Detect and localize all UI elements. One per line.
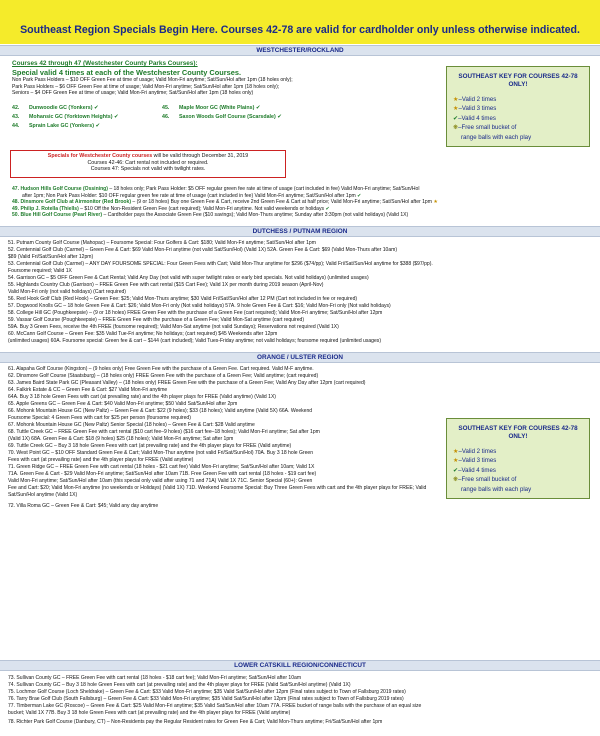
listing-51: 51. Putnam County Golf Course (Mahopac) – Foursome Special: Four Golfers & Cart: $180; Valid Mon-Fri anytime; Sat/Sun/Hol after 1pm xyxy=(8,240,316,246)
listing-74: 74. Sullivan County GC – Buy 3 18 hole Green Fees with cart (at prevailing rate) and the 4th player plays for FREE (Valid Sat/Sun/Hol anytime) (Valid 1X) xyxy=(8,682,351,688)
listing-77-cont: bucket; Valid 1X 77B. Buy 3 18 hole Green Fees with cart (at prevailing rate) and the 4th player plays for FREE (Valid anytime) xyxy=(8,710,291,716)
key-title: SOUTHEAST KEY FOR COURSES 42-78 ONLY! xyxy=(458,73,578,88)
region-header-dutchess: DUTCHESS / PUTNAM REGION xyxy=(0,226,600,237)
key-title: SOUTHEAST KEY FOR COURSES 42-78 ONLY! xyxy=(458,425,578,440)
listing-48: 48. Dinsmore Golf Club at Airmonitor (Red Brook) – (9 or 18 holes) Buy one Green Fee & Cart, receive 2nd Green Fee & Cart at half price; Valid Mon-Fri anytime; Sat/Sun/Hol after 1pm ★ xyxy=(12,199,438,205)
course-item: 44. Sprain Lake GC (Yonkers) ✔ xyxy=(12,123,100,129)
check-icon: ✔ xyxy=(277,114,282,120)
check-icon: ✔ xyxy=(453,466,459,474)
listing-47: 47. Hudson Hills Golf Course (Ossining) – 18 holes only; Park Pass Holder: $5 OFF regular green fee rate at time of usage (cart included in fee) Valid Mon-Fri anytime; Sat/Sun/Hol xyxy=(12,186,420,192)
star-icon: ★ xyxy=(453,96,459,103)
check-icon: ✔ xyxy=(325,205,330,212)
key-item-bucket: ❋–Free small bucket of xyxy=(453,124,517,132)
listing-53-cont: Foursome required; Valid 1X xyxy=(8,268,72,274)
range-ball-icon: ❋ xyxy=(453,476,459,484)
note-line-3: Courses 47: Specials not valid with twilight rates. xyxy=(90,166,206,173)
listing-56: 56. Red Hook Golf Club (Red Hook) – Green Fee: $25; Valid Mon-Thurs anytime; $30 Valid Fri/Sat/Sun/Hol after 12 PM (Cart not included in fee or required) xyxy=(8,296,358,302)
listing-62: 62. Dinsmore Golf Course (Staatsburg) – (18 holes only) FREE Green Fee with the purchase of a Green Fee; Valid anytime; (cart required) xyxy=(8,373,319,379)
listing-66-cont: Foursome Special: 4 Green Fees with cart for $25 per person (foursome required) xyxy=(8,415,191,421)
listing-52: 52. Centennial Golf Club (Carmel) – Green Fee & Cart: $69 Valid Mon-Fri anytime (not valid Sat/Sun/Hol) (Valid 1X) 52A. Green Fee & Cart: $69 (Valid Mon-Thurs after 10am) xyxy=(8,247,398,253)
listing-55-cont: Valid Mon-Fri only (not valid holidays) (Cart required) xyxy=(8,289,126,295)
check-icon: ✔ xyxy=(453,114,459,122)
key-item-bucket: ❋–Free small bucket of xyxy=(453,476,517,484)
listing-52-cont: $89 (Valid Fri/Sat/Sun/Hol after 12pm) xyxy=(8,254,94,260)
westchester-rule-3: Seniors – $4 OFF Green Fee at time of usage; Valid Mon-Fri anytime; Sat/Sun/Hol after 1pm (18 holes only) xyxy=(12,90,254,96)
listing-47-cont: after 1pm; Non Park Pass Holder: $10 OFF regular green fee rate at time of usage (cart included in fee) Valid Mon-Fri anytime; Sat/Sun/Hol after 1pm ✔ xyxy=(22,192,362,199)
listing-63: 63. James Baird State Park GC (Pleasant Valley) – (18 holes only) FREE Green Fee with the purchase of a Green Fee; Valid Any Day after 12pm (cart required) xyxy=(8,380,366,386)
course-item: 46. Saxon Woods Golf Course (Scarsdale) ✔ xyxy=(162,114,282,120)
listing-53: 53. Centennial Golf Club (Carmel) – ANY DAY FOURSOME SPECIAL: Four Green Fees with Cart; Valid Mon-Thur anytime for $296 ($74/pp); Valid Fri/Sat/Sun/Hol anytime for $388 ($97/pp). xyxy=(8,261,433,267)
listing-50: 50. Blue Hill Golf Course (Pearl River) – Cardholder pays the Associate Green Fee ($10 savings); Valid Mon-Thurs anytime; Sunday after 3:30pm (not valid holidays) (Valid 1X) xyxy=(12,212,409,218)
key-item-4x: ✔–Valid 4 times xyxy=(453,114,496,122)
course-item: 42. Dunwoodie GC (Yonkers) ✔ xyxy=(12,105,99,111)
range-ball-icon: ❋ xyxy=(453,124,459,132)
listing-57: 57. Dogwood Knolls GC – 18 hole Green Fee & Cart: $26; Valid Mon-Fri only (Not valid holidays) 57A. 9 hole Green Fee & Cart: $16; Valid Mon-Fri only (Not valid holidays) xyxy=(8,303,391,309)
top-banner xyxy=(0,0,600,44)
listing-75: 75. Lochmor Golf Course (Loch Sheldrake) – Green Fee & Cart: $33 Valid Mon-Fri anytime; $35 Valid Sat/Sun/Hol after 12pm (Final rates subject to Town of Fallsburg 2019 rates) xyxy=(8,689,406,695)
listing-64a: 64A. Buy 3 18 hole Green Fees with cart (at prevailing rate) and the 4th player plays for FREE (Valid anytime) (Valid 1X) xyxy=(8,394,276,400)
listing-70a: Fees with cart (at prevailing rate) and the 4th player plays for FREE (Valid anytime) xyxy=(8,457,194,463)
listing-73: 73. Sullivan County GC – FREE Green Fee with cart rental (18 holes - $18 cart fee); Valid Mon-Fri anytime; Sat/Sun/Hol after 10am xyxy=(8,675,302,681)
check-icon: ✔ xyxy=(93,105,99,111)
listing-68a: (Valid 1X) 68A. Green Fee & Cart: $18 (9 holes) $25 (18 holes); Valid Mon-Fri anytime; Sat after 1pm xyxy=(8,436,234,442)
note-line-2: Courses 42-46: Cart rental not included or required. xyxy=(87,159,209,166)
westchester-rule-1: Non Park Pass Holders – $10 OFF Green Fee at time of usage; Valid Mon-Fri anytime; Sat/Sun/Hol after 1pm (18 holes only); xyxy=(12,77,293,83)
westchester-rule-2: Park Pass Holders – $6 OFF Green Fee at time of usage; Valid Mon-Fri anytime; Sat/Sun/Hol after 1pm (18 holes only); xyxy=(12,83,280,90)
listing-67: 67. Mohonk Mountain House GC (New Paltz) Senior Special (18 holes) – Green Fee & Cart: $28 Valid anytime xyxy=(8,422,255,428)
key-item-bucket-2: range balls with each play xyxy=(461,133,532,141)
listing-76: 76. Tarry Brae Golf Club (South Fallsburg) – Green Fee & Cart: $33 Valid Mon-Fri anytime; $35 Valid Sat/Sun/Hol after 12pm (Final rates subject to Town of Fallsburg 2019 rates) xyxy=(8,696,404,702)
listing-69: 69. Tuttle Creek GC – Buy 3 18 hole Green Fees with cart (at prevailing rate) and the 4th player plays for FREE (Valid anytime) xyxy=(8,443,292,449)
note-date-text: will be valid through December 31, 2019 xyxy=(152,153,249,159)
key-item-3x: ★–Valid 3 times xyxy=(453,105,497,113)
key-item-bucket-2: range balls with each play xyxy=(461,485,532,493)
listing-58: 58. College Hill GC (Poughkeepsie) – (9 or 18 holes) FREE Green Fee with the purchase of a Green Fee (cart required); Valid Mon-Fri anytime; Sat/Sun/Hol after 12pm xyxy=(8,310,383,316)
listing-71c: Fee and Cart: $20; Valid Mon-Fri anytime (no weekends or Holidays) (Valid 1X) 71D. Weekend Foursome Special: Buy Three Green Fees with cart and the 4th player plays for FREE; Valid xyxy=(8,485,427,491)
check-icon: ✔ xyxy=(95,123,100,129)
note-red-text: Specials for Westchester County courses xyxy=(47,153,153,159)
region-header-catskill: LOWER CATSKILL REGION/CONNECTICUT xyxy=(0,660,600,671)
listing-64: 64. Falkirk Estate & CC – Green Fee & Cart: $27 Valid Mon-Fri anytime xyxy=(8,387,168,393)
listing-78: 78. Richter Park Golf Course (Danbury, CT) – Non-Residents pay the Regular Resident rates for Green Fee & Cart; Valid Mon-Thurs anytime; Fri/Sat/Sun/Hol after 1pm xyxy=(8,719,383,725)
check-icon: ✔ xyxy=(357,192,362,199)
region-header-westchester: WESTCHESTER/ROCKLAND xyxy=(0,45,600,56)
westchester-courses-right xyxy=(162,104,282,122)
listing-77: 77. Timberman Lake GC (Roscoe) – Green Fee & Cart: $25 Valid Mon-Fri anytime; $35 Valid Sat/Sun/Hol after 10am 77A. FREE bucket of range balls with the purchase of an equal size xyxy=(8,703,422,709)
westchester-heading: Courses 42 through 47 (Westchester County Parks Courses): xyxy=(12,60,198,67)
listing-55: 55. Highlands Country Club (Garrison) – FREE Green Fee with cart rental ($15 Cart Fee); Valid 1X per month during 2019 season (April-Nov) xyxy=(8,282,324,288)
listing-71b: Valid Mon-Fri anytime; Sat/Sun/Hol after 10am (this special only valid after using 71 and 71A) Valid 1X 71C. Senior Special (60+): Green xyxy=(8,478,313,484)
listing-59a: 59A. Buy 3 Green Fees, receive the 4th FREE (foursome required); Valid Mon-Sat anytime (not valid Sundays); Reservations not required (Valid 1X) xyxy=(8,324,339,330)
key-item-4x: ✔–Valid 4 times xyxy=(453,466,496,474)
listing-66: 66. Mohonk Mountain House GC (New Paltz) – Green Fee & Cart: $22 (9 holes); $33 (18 holes); Valid anytime (Valid 5X) 66A. Weekend xyxy=(8,408,313,414)
listing-49: 49. Philip J. Rotella (Thiells) – $10 Off the Non-Resident Green Fee (cart required); Valid Mon-Fri anytime. Not valid weekends or holidays ✔ xyxy=(12,205,330,212)
listing-71a: 71A. Green Fee & Cart - $29 Valid Mon-Fri anytime; Sat/Sun/Hol after 10am 71B. Free Green Fee with cart rental (18 holes - $19 cart fee) xyxy=(8,471,317,477)
listing-61: 61. Alapaha Golf Course (Kingston) – (9 holes only) Free Green Fee with the purchase of a Green Fee. Cart required. Valid M-F anytime. xyxy=(8,366,314,372)
key-item-2x: ★–Valid 2 times xyxy=(453,96,497,103)
westchester-courses-left xyxy=(12,104,118,131)
westchester-note-box xyxy=(10,150,286,178)
star-icon: ★ xyxy=(453,457,459,465)
check-icon: ✔ xyxy=(255,105,261,111)
course-item: 43. Mohansic GC (Yorktown Heights) ✔ xyxy=(12,114,119,120)
listing-59: 59. Vassar Golf Course (Poughkeepsie) – FREE Green Fee with the purchase of a Green Fee; Valid Mon-Sat anytime (cart required) xyxy=(8,317,305,323)
listing-65: 65. Apple Greens GC – Green Fee & Cart: $40 Valid Mon-Fri anytime; $50 Valid Sat/Sun/Hol after 2pm xyxy=(8,401,238,407)
star-icon: ★ xyxy=(453,105,459,113)
region-header-orange: ORANGE / ULSTER REGION xyxy=(0,352,600,363)
star-icon: ★ xyxy=(433,199,438,205)
listing-70: 70. West Point GC – $10 OFF Standard Green Fee & Cart; Valid Mon-Thur anytime (not valid Fri/Sat/Sun/Hol) 70A. Buy 3 18 hole Green xyxy=(8,450,314,456)
course-item: 45. Maple Moor GC (White Plains) ✔ xyxy=(162,105,261,111)
listing-72: 72. Villa Roma GC – Green Fee & Cart: $45; Valid any day anytime xyxy=(8,503,159,509)
key-item-3x: ★–Valid 3 times xyxy=(453,457,497,465)
listing-71: 71. Green Ridge GC – FREE Green Fee with cart rental (18 holes - $21 cart fee) Valid Mon-Fri anytime; Sat/Sun/Hol after 10am; Valid 1X xyxy=(8,464,315,470)
key-box-top xyxy=(446,66,590,147)
listing-60: 60. McCann Golf Course – Green Fee: $35 Valid Tue-Fri anytime; No holidays; (cart required) $45 Weekends after 12pm xyxy=(8,331,278,337)
star-icon: ★ xyxy=(453,448,459,455)
key-box-bottom xyxy=(446,418,590,499)
check-icon: ✔ xyxy=(113,114,119,120)
listing-60a: (unlimited usages) 60A. Foursome special: Green fee & cart – $144 (cart included); Valid Tues-Friday anytime; not valid holidays; foursome required (unlimited usages) xyxy=(8,338,381,344)
key-item-2x: ★–Valid 2 times xyxy=(453,448,497,455)
westchester-subheading: Special valid 4 times at each of the Westchester County Courses. xyxy=(12,68,242,77)
banner-text: Southeast Region Specials Begin Here. Courses 42-78 are valid for cardholder only unless otherwise indicated. xyxy=(20,24,580,36)
listing-68: 68. Tuttle Creek GC – FREE Green Fee with cart rental ($10 cart fee–9 holes) ($16 cart fee–18 holes); Valid Mon-Fri anytime; Sat after 1pm xyxy=(8,429,320,435)
listing-54: 54. Garrison GC – $5 OFF Green Fee & Cart Rental; Valid Any Day (not valid with super twilight rates or early bird specials. Not valid holidays) (unlimited usages) xyxy=(8,275,369,281)
listing-71d: Sat/Sun/Hol anytime (Valid 1X) xyxy=(8,492,78,498)
